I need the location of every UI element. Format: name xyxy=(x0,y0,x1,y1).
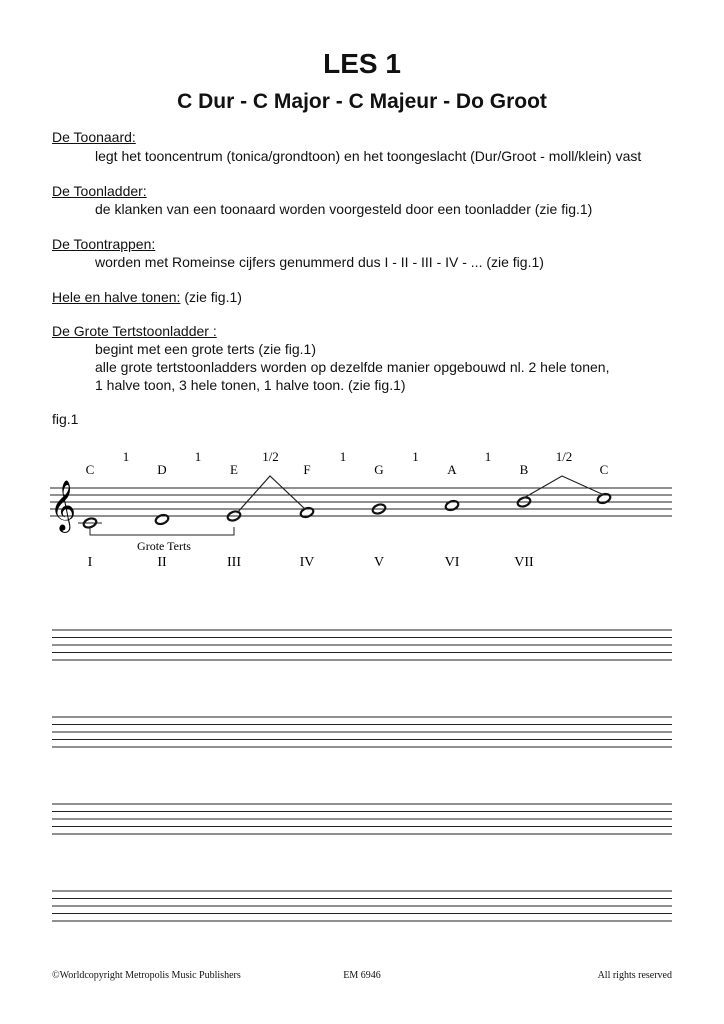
figure-label: fig.1 xyxy=(52,411,79,427)
note-name: G xyxy=(374,462,384,477)
staff-lines xyxy=(50,488,672,516)
section-heading-tonen: Hele en halve tonen: xyxy=(52,289,181,305)
interval-label: 1 xyxy=(339,449,347,464)
interval-label: 1 xyxy=(484,449,492,464)
note-name: F xyxy=(303,462,311,477)
page-title: LES 1 xyxy=(323,48,401,79)
treble-clef-icon: 𝄞 xyxy=(50,481,77,530)
interval-labels xyxy=(123,449,573,464)
section-text-tertstoonladder-1: begint met een grote terts (zie fig.1) xyxy=(95,341,316,357)
scale-degrees xyxy=(88,555,534,570)
section-text-tertstoonladder-3: 1 halve toon, 3 hele tonen, 1 halve toon. (zie fig.1) xyxy=(95,377,406,393)
interval-label: 1 xyxy=(122,449,130,464)
whole-note xyxy=(154,513,169,525)
section-tonen xyxy=(52,288,242,306)
note-name: E xyxy=(230,462,238,477)
scale-degree: III xyxy=(227,555,241,570)
whole-note xyxy=(596,492,611,504)
grote-terts-bracket xyxy=(90,527,234,535)
section-text-toonaard: legt het tooncentrum (tonica/grondtoon) en het toongeslacht (Dur/Groot - moll/klein) vast xyxy=(95,148,642,164)
section-text-tertstoonladder-2: alle grote tertstoonladders worden op dezelfde manier opgebouwd nl. 2 hele tonen, xyxy=(95,359,610,375)
whole-note xyxy=(299,506,314,518)
note-name: A xyxy=(447,462,457,477)
section-heading-toonaard: De Toonaard: xyxy=(52,129,136,145)
section-text-toontrappen: worden met Romeinse cijfers genummerd dus I - II - III - IV - ... (zie fig.1) xyxy=(95,254,544,270)
scale-figure xyxy=(0,440,724,600)
scale-degree: VII xyxy=(514,555,534,570)
section-heading-toontrappen: De Toontrappen: xyxy=(52,236,156,252)
interval-label: 1 xyxy=(194,449,202,464)
section-text-toonladder: de klanken van een toonaard worden voorgesteld door een toonladder (zie fig.1) xyxy=(95,201,593,217)
note-names xyxy=(86,462,609,477)
note-name: B xyxy=(519,462,529,477)
scale-degree: VI xyxy=(444,555,460,570)
footer-catalog-number: EM 6946 xyxy=(343,970,381,981)
whole-note xyxy=(444,499,459,511)
interval-label: 1/2 xyxy=(262,449,279,464)
scale-notes xyxy=(78,492,612,529)
section-suffix-tonen: (zie fig.1) xyxy=(184,289,242,305)
section-heading-toonladder: De Toonladder: xyxy=(52,183,147,199)
section-heading-tertstoonladder: De Grote Tertstoonladder : xyxy=(52,323,217,339)
footer-copyright: ©Worldcopyright Metropolis Music Publishers xyxy=(52,970,241,981)
scale-degree: I xyxy=(87,555,93,570)
note-name: D xyxy=(157,462,167,477)
scale-degree: IV xyxy=(299,555,315,570)
page-subtitle: C Dur - C Major - C Majeur - Do Groot xyxy=(177,90,547,113)
empty-staves xyxy=(0,620,724,950)
interval-label: 1/2 xyxy=(555,449,573,464)
note-name: C xyxy=(599,462,609,477)
note-name: C xyxy=(85,462,95,477)
scale-degree: V xyxy=(373,555,385,570)
grote-terts-label: Grote Terts xyxy=(137,539,191,553)
footer-rights: All rights reserved xyxy=(597,970,672,981)
interval-label: 1 xyxy=(412,449,419,464)
scale-degree: II xyxy=(157,555,167,570)
